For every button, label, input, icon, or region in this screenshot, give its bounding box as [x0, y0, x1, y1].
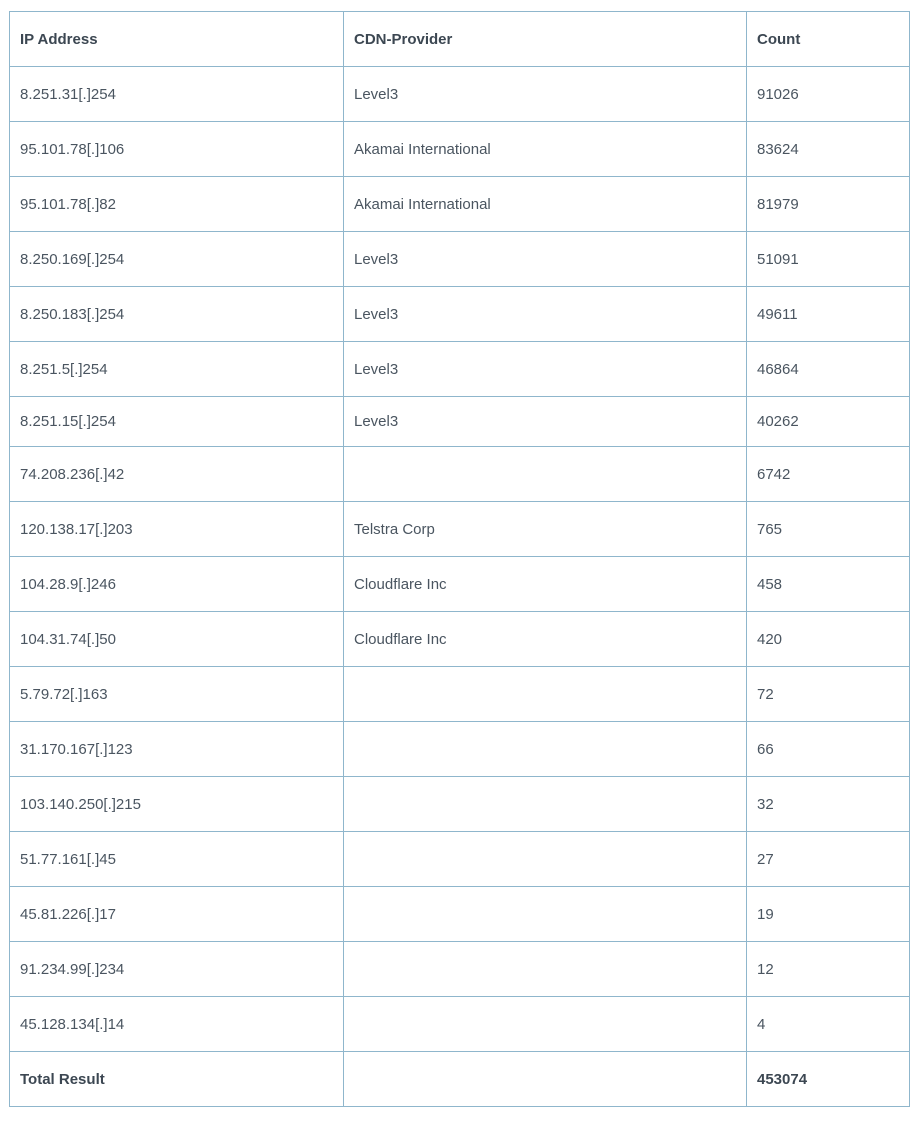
- cell-ip: 8.251.15[.]254: [10, 397, 344, 447]
- table-row: [10, 832, 910, 887]
- cell-cdn: Level3: [344, 287, 747, 342]
- cell-count: 32: [747, 777, 910, 832]
- cell-cdn: Akamai International: [344, 177, 747, 232]
- cell-cdn: [344, 667, 747, 722]
- ip-cdn-table: [9, 11, 910, 1107]
- cell-cdn: [344, 997, 747, 1052]
- cell-cdn: [344, 722, 747, 777]
- cell-count: 81979: [747, 177, 910, 232]
- header-row: [10, 12, 910, 67]
- cell-cdn: Cloudflare Inc: [344, 557, 747, 612]
- table-row: [10, 67, 910, 122]
- cell-cdn: [344, 887, 747, 942]
- cell-count: 83624: [747, 122, 910, 177]
- table-header: [10, 12, 910, 67]
- table-footer: [10, 1052, 910, 1107]
- table-row: [10, 722, 910, 777]
- cell-count: 458: [747, 557, 910, 612]
- cell-cdn: [344, 447, 747, 502]
- header-count: Count: [747, 12, 910, 67]
- cell-count: 46864: [747, 342, 910, 397]
- header-ip-address: IP Address: [10, 12, 344, 67]
- cell-cdn: Level3: [344, 342, 747, 397]
- cell-ip: 31.170.167[.]123: [10, 722, 344, 777]
- cell-ip: 104.28.9[.]246: [10, 557, 344, 612]
- table-row: [10, 777, 910, 832]
- cell-count: 66: [747, 722, 910, 777]
- cell-count: 6742: [747, 447, 910, 502]
- cell-count: 27: [747, 832, 910, 887]
- table-row: [10, 887, 910, 942]
- cell-cdn: Cloudflare Inc: [344, 612, 747, 667]
- cell-count: 40262: [747, 397, 910, 447]
- cell-cdn: Level3: [344, 232, 747, 287]
- total-count: 453074: [747, 1052, 910, 1107]
- total-row: [10, 1052, 910, 1107]
- cell-ip: 51.77.161[.]45: [10, 832, 344, 887]
- ip-table-container: [9, 11, 909, 1107]
- cell-count: 91026: [747, 67, 910, 122]
- cell-ip: 91.234.99[.]234: [10, 942, 344, 997]
- header-cdn-provider: CDN-Provider: [344, 12, 747, 67]
- table-row: [10, 447, 910, 502]
- cell-cdn: Level3: [344, 397, 747, 447]
- table-row: [10, 997, 910, 1052]
- cell-ip: 8.250.169[.]254: [10, 232, 344, 287]
- cell-ip: 45.128.134[.]14: [10, 997, 344, 1052]
- cell-count: 49611: [747, 287, 910, 342]
- table-row: [10, 397, 910, 447]
- total-cdn: [344, 1052, 747, 1107]
- cell-ip: 8.250.183[.]254: [10, 287, 344, 342]
- cell-ip: 104.31.74[.]50: [10, 612, 344, 667]
- table-row: [10, 942, 910, 997]
- cell-ip: 95.101.78[.]106: [10, 122, 344, 177]
- cell-ip: 95.101.78[.]82: [10, 177, 344, 232]
- cell-count: 420: [747, 612, 910, 667]
- cell-cdn: Akamai International: [344, 122, 747, 177]
- cell-count: 4: [747, 997, 910, 1052]
- cell-count: 765: [747, 502, 910, 557]
- table-row: [10, 502, 910, 557]
- cell-cdn: Level3: [344, 67, 747, 122]
- cell-cdn: [344, 777, 747, 832]
- table-row: [10, 287, 910, 342]
- cell-ip: 103.140.250[.]215: [10, 777, 344, 832]
- cell-cdn: [344, 942, 747, 997]
- cell-count: 19: [747, 887, 910, 942]
- table-row: [10, 667, 910, 722]
- table-body: [10, 67, 910, 1052]
- cell-cdn: Telstra Corp: [344, 502, 747, 557]
- cell-ip: 74.208.236[.]42: [10, 447, 344, 502]
- table-row: [10, 557, 910, 612]
- total-label: Total Result: [10, 1052, 344, 1107]
- table-row: [10, 177, 910, 232]
- cell-count: 51091: [747, 232, 910, 287]
- table-row: [10, 342, 910, 397]
- cell-ip: 5.79.72[.]163: [10, 667, 344, 722]
- cell-ip: 8.251.5[.]254: [10, 342, 344, 397]
- cell-cdn: [344, 832, 747, 887]
- table-row: [10, 122, 910, 177]
- cell-count: 72: [747, 667, 910, 722]
- table-row: [10, 232, 910, 287]
- cell-ip: 120.138.17[.]203: [10, 502, 344, 557]
- table-row: [10, 612, 910, 667]
- cell-ip: 8.251.31[.]254: [10, 67, 344, 122]
- cell-count: 12: [747, 942, 910, 997]
- cell-ip: 45.81.226[.]17: [10, 887, 344, 942]
